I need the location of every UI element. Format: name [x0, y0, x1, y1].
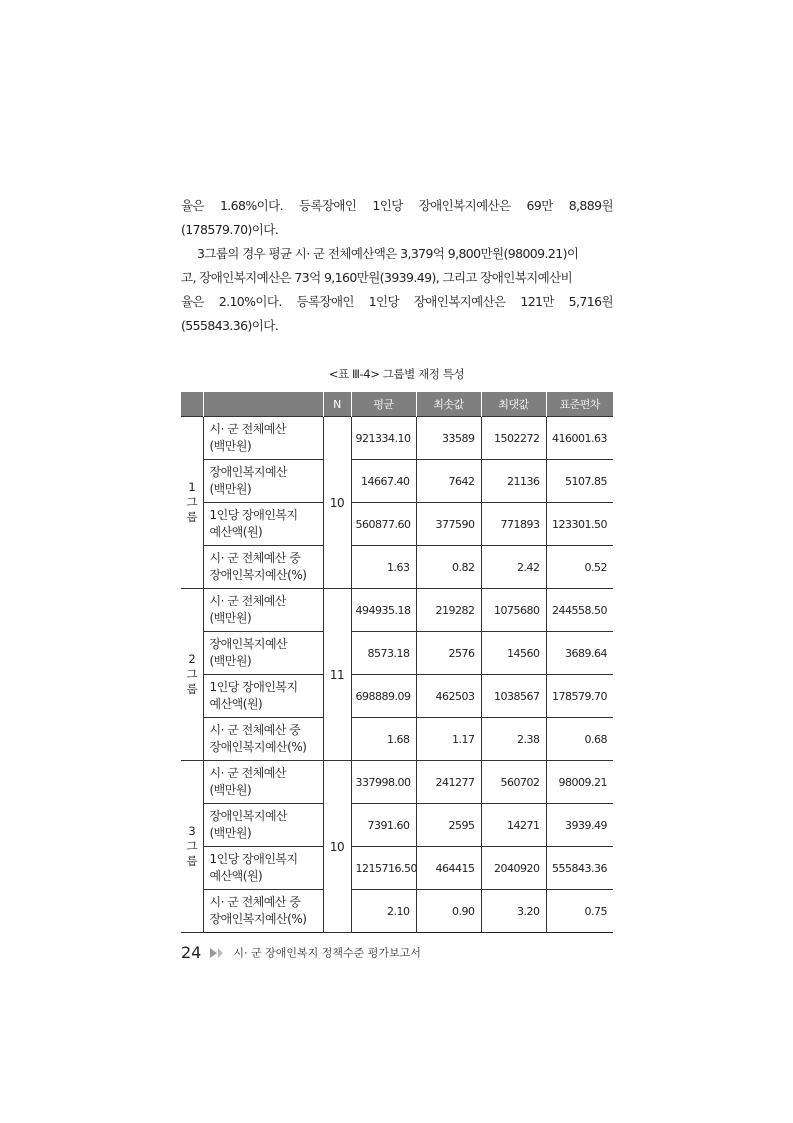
- row-label: [203, 675, 323, 718]
- row-label-line: 장애인복지예산(%): [209, 912, 307, 926]
- word: 121만: [520, 294, 554, 309]
- text-line-3: 3그룹의 경우 평균 시· 군 전체예산액은 3,379억 9,800만원(98009.21)이: [197, 246, 579, 261]
- max-value: 1075680: [481, 589, 546, 632]
- max-value: 560702: [481, 761, 546, 804]
- group-label-char: 룹: [186, 682, 198, 696]
- word: 1인당: [372, 198, 403, 213]
- sd-value: 123301.50: [546, 503, 613, 546]
- row-label-line: 장애인복지예산: [209, 809, 288, 823]
- table-row: [181, 761, 613, 804]
- table-row: [181, 847, 613, 890]
- group-number: 2: [188, 652, 196, 666]
- n-value: 11: [323, 589, 351, 761]
- row-label-line: 시· 군 전체예산 중: [209, 895, 301, 909]
- table-row: [181, 718, 613, 761]
- max-value: 2040920: [481, 847, 546, 890]
- mean-value: 14667.40: [351, 460, 416, 503]
- mean-value: 1215716.50: [351, 847, 416, 890]
- mean-value: 2.10: [351, 890, 416, 933]
- word: 8,889원: [568, 198, 613, 213]
- n-value: 10: [323, 761, 351, 933]
- row-label-line: (백만원): [209, 826, 252, 840]
- table-row: [181, 804, 613, 847]
- row-label-line: 1인당 장애인복지: [209, 680, 298, 694]
- row-label: [203, 460, 323, 503]
- row-label: [203, 632, 323, 675]
- text-line-1: [181, 196, 613, 216]
- group-label-char: 룹: [186, 510, 198, 524]
- group-number: 1: [188, 480, 196, 494]
- mean-value: 1.68: [351, 718, 416, 761]
- table-row: [181, 503, 613, 546]
- table-row: [181, 632, 613, 675]
- group-number: 3: [188, 824, 196, 838]
- row-label-line: (백만원): [209, 482, 252, 496]
- sd-value: 0.75: [546, 890, 613, 933]
- sd-value: 3689.64: [546, 632, 613, 675]
- max-value: 3.20: [481, 890, 546, 933]
- word: 장애인복지예산은: [418, 198, 511, 213]
- row-label-line: 장애인복지예산: [209, 465, 288, 479]
- min-value: 219282: [416, 589, 481, 632]
- mean-value: 560877.60: [351, 503, 416, 546]
- row-label: [203, 546, 323, 589]
- max-value: 2.42: [481, 546, 546, 589]
- group-label-char: 룹: [186, 854, 198, 868]
- row-label-line: 시· 군 전체예산: [209, 594, 286, 608]
- group-label: [181, 417, 203, 589]
- word: 2.10%이다.: [218, 294, 282, 309]
- row-label: [203, 847, 323, 890]
- row-label-line: (백만원): [209, 783, 252, 797]
- word: 율은: [181, 294, 204, 309]
- min-value: 33589: [416, 417, 481, 460]
- table-row: [181, 890, 613, 933]
- word: 69만: [526, 198, 553, 213]
- table-row: [181, 589, 613, 632]
- word: 5,716원: [568, 294, 613, 309]
- group-label: [181, 761, 203, 933]
- min-value: 2576: [416, 632, 481, 675]
- page-number: 24: [181, 943, 202, 962]
- sd-value: 416001.63: [546, 417, 613, 460]
- triangle-arrow-icon: [218, 948, 223, 958]
- sd-value: 0.52: [546, 546, 613, 589]
- min-value: 1.17: [416, 718, 481, 761]
- text-line-2: (178579.70)이다.: [181, 222, 279, 237]
- row-label-line: 시· 군 전체예산 중: [209, 723, 301, 737]
- word: 등록장애인: [299, 198, 357, 213]
- row-label-line: 예산액(원): [209, 525, 263, 539]
- header-n: N: [323, 392, 351, 417]
- row-label: [203, 503, 323, 546]
- header-cell: [203, 392, 323, 417]
- header-cell: [181, 392, 203, 417]
- sd-value: 5107.85: [546, 460, 613, 503]
- word: 1인당: [368, 294, 399, 309]
- row-label: [203, 589, 323, 632]
- min-value: 462503: [416, 675, 481, 718]
- min-value: 241277: [416, 761, 481, 804]
- word: 장애인복지예산은: [413, 294, 506, 309]
- row-label-line: (백만원): [209, 654, 252, 668]
- min-value: 464415: [416, 847, 481, 890]
- header-mean: 평균: [351, 392, 416, 417]
- group-label: [181, 589, 203, 761]
- table-caption: <표 Ⅲ-4> 그룹별 재정 특성: [328, 367, 465, 381]
- mean-value: 1.63: [351, 546, 416, 589]
- mean-value: 921334.10: [351, 417, 416, 460]
- row-label-line: 장애인복지예산(%): [209, 740, 307, 754]
- table-row: [181, 460, 613, 503]
- header-min: 최솟값: [416, 392, 481, 417]
- min-value: 7642: [416, 460, 481, 503]
- n-value: 10: [323, 417, 351, 589]
- sd-value: 178579.70: [546, 675, 613, 718]
- text-line-5: [181, 292, 613, 312]
- table-header-row: [181, 392, 613, 417]
- sd-value: 244558.50: [546, 589, 613, 632]
- triangle-arrow-icon: [210, 948, 217, 958]
- row-label: [203, 761, 323, 804]
- table-row: [181, 417, 613, 460]
- mean-value: 337998.00: [351, 761, 416, 804]
- row-label-line: 예산액(원): [209, 697, 263, 711]
- min-value: 377590: [416, 503, 481, 546]
- report-title: 시· 군 장애인복지 정책수준 평가보고서: [233, 946, 421, 960]
- row-label-line: 장애인복지예산(%): [209, 568, 307, 582]
- group-label-char: 그: [186, 667, 198, 681]
- row-label-line: 시· 군 전체예산 중: [209, 551, 301, 565]
- row-label-line: 예산액(원): [209, 869, 263, 883]
- min-value: 0.82: [416, 546, 481, 589]
- row-label-line: 1인당 장애인복지: [209, 508, 298, 522]
- max-value: 1038567: [481, 675, 546, 718]
- row-label-line: 시· 군 전체예산: [209, 422, 286, 436]
- sd-value: 3939.49: [546, 804, 613, 847]
- max-value: 771893: [481, 503, 546, 546]
- text-line-4: 고, 장애인복지예산은 73억 9,160만원(3939.49), 그리고 장애인복지예산비: [181, 270, 573, 285]
- max-value: 14560: [481, 632, 546, 675]
- row-label-line: 1인당 장애인복지: [209, 852, 298, 866]
- row-label: [203, 718, 323, 761]
- page-footer: [181, 943, 421, 962]
- row-label-line: 시· 군 전체예산: [209, 766, 286, 780]
- min-value: 2595: [416, 804, 481, 847]
- max-value: 1502272: [481, 417, 546, 460]
- sd-value: 555843.36: [546, 847, 613, 890]
- table-row: [181, 675, 613, 718]
- row-label: [203, 417, 323, 460]
- row-label: [203, 804, 323, 847]
- mean-value: 8573.18: [351, 632, 416, 675]
- row-label-line: 장애인복지예산: [209, 637, 288, 651]
- sd-value: 98009.21: [546, 761, 613, 804]
- row-label-line: (백만원): [209, 611, 252, 625]
- group-label-char: 그: [186, 495, 198, 509]
- table-row: [181, 546, 613, 589]
- max-value: 2.38: [481, 718, 546, 761]
- max-value: 21136: [481, 460, 546, 503]
- min-value: 0.90: [416, 890, 481, 933]
- header-max: 최댓값: [481, 392, 546, 417]
- word: 1.68%이다.: [219, 198, 283, 213]
- mean-value: 698889.09: [351, 675, 416, 718]
- text-line-6: (555843.36)이다.: [181, 318, 279, 333]
- mean-value: 7391.60: [351, 804, 416, 847]
- group-label-char: 그: [186, 839, 198, 853]
- header-sd: 표준편차: [546, 392, 613, 417]
- row-label: [203, 890, 323, 933]
- max-value: 14271: [481, 804, 546, 847]
- word: 등록장애인: [296, 294, 354, 309]
- word: 율은: [181, 198, 204, 213]
- row-label-line: (백만원): [209, 439, 252, 453]
- mean-value: 494935.18: [351, 589, 416, 632]
- group-finance-table: [181, 392, 613, 933]
- sd-value: 0.68: [546, 718, 613, 761]
